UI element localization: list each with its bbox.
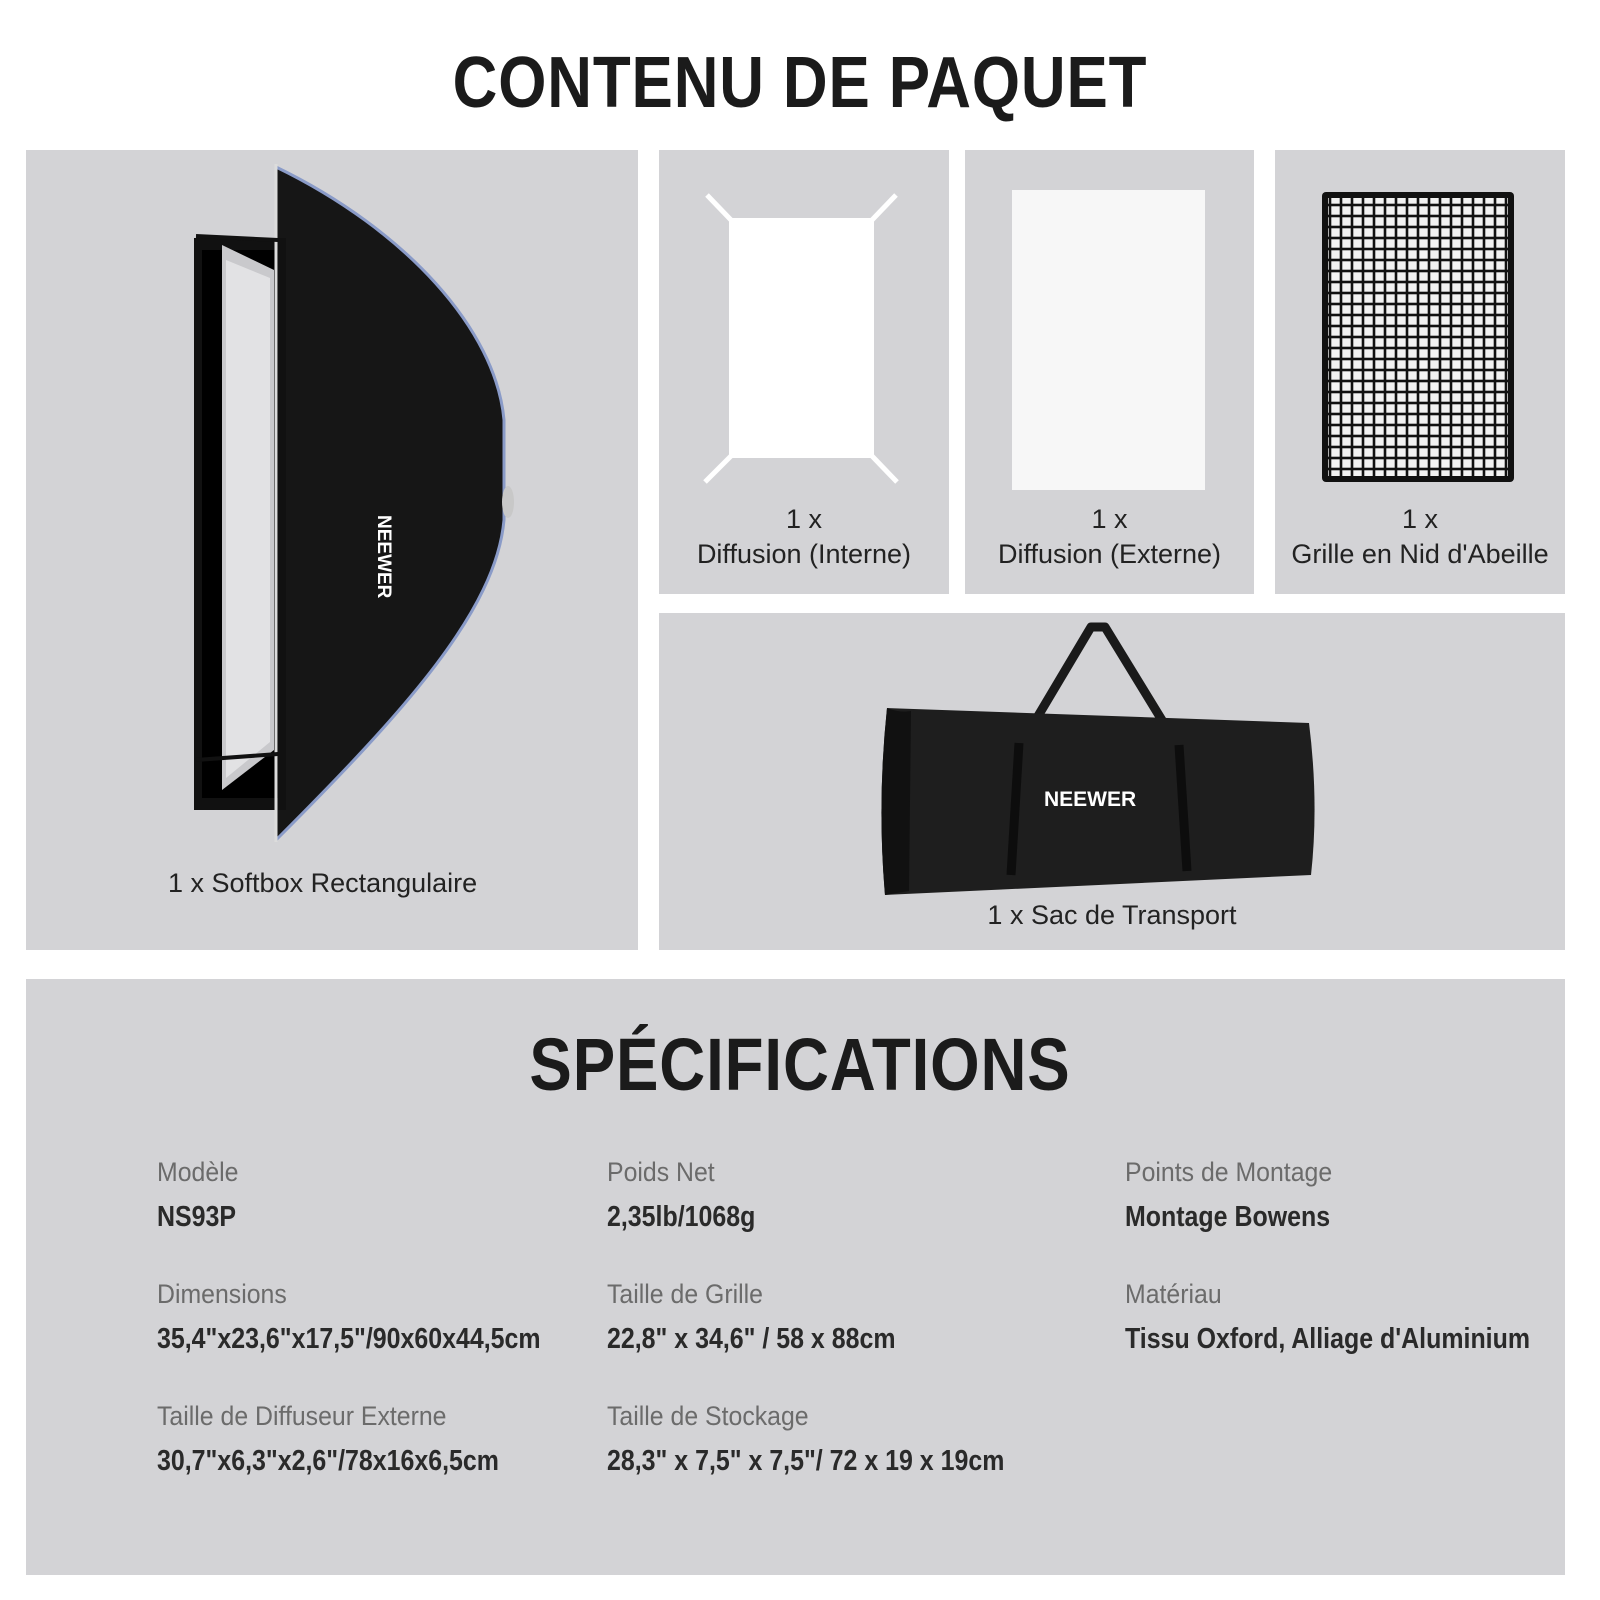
spec-storage-size-label: Taille de Stockage xyxy=(607,1401,809,1431)
outer-diffusion-label: Diffusion (Externe) xyxy=(997,539,1222,569)
grid-label: Grille en Nid d'Abeille xyxy=(1291,539,1549,569)
spec-diffuser-size xyxy=(157,1399,555,1479)
outer-diffusion-qty: 1 x xyxy=(1091,504,1128,534)
diffusion-inner-panel xyxy=(659,150,949,594)
diffusion-outer-panel xyxy=(965,150,1254,594)
spec-mount-value: Montage Bowens xyxy=(1125,1201,1331,1233)
bag-caption: 1 x Sac de Transport xyxy=(987,900,1237,930)
inner-diffusion-qty: 1 x xyxy=(785,504,823,534)
spec-grid-size-value: 22,8" x 34,6" / 58 x 88cm xyxy=(607,1323,896,1355)
spec-model-value: NS93P xyxy=(157,1201,237,1233)
grid-qty: 1 x xyxy=(1401,504,1439,534)
spec-dimensions xyxy=(157,1277,603,1357)
spec-grid-size-label: Taille de Grille xyxy=(607,1279,764,1309)
spec-model xyxy=(157,1155,249,1235)
spec-weight-label: Poids Net xyxy=(607,1157,715,1187)
package-title: CONTENU DE PAQUET xyxy=(452,43,1148,123)
spec-diffuser-size-value: 30,7"x6,3"x2,6"/78x16x6,5cm xyxy=(157,1445,499,1477)
softbox-caption: 1 x Softbox Rectangulaire xyxy=(168,868,478,898)
inner-diffusion-label: Diffusion (Interne) xyxy=(696,539,912,569)
spec-mount xyxy=(1125,1155,1363,1235)
spec-dimensions-label: Dimensions xyxy=(157,1279,287,1309)
spec-storage-size xyxy=(607,1399,1069,1479)
spec-mount-label: Points de Montage xyxy=(1125,1157,1333,1187)
spec-material-label: Matériau xyxy=(1125,1279,1222,1309)
spec-weight-value: 2,35lb/1068g xyxy=(607,1201,756,1233)
softbox-image xyxy=(26,150,638,950)
grid-panel xyxy=(1275,150,1565,594)
bag-panel xyxy=(659,613,1565,950)
spec-material-value: Tissu Oxford, Alliage d'Aluminium xyxy=(1125,1323,1531,1355)
spec-grid-size xyxy=(607,1277,942,1357)
softbox-panel xyxy=(26,150,638,950)
spec-dimensions-value: 35,4"x23,6"x17,5"/90x60x44,5cm xyxy=(157,1323,541,1355)
softbox-brand-logo: NEEWER xyxy=(373,515,394,599)
bag-brand-logo: NEEWER xyxy=(1044,788,1137,811)
spec-material xyxy=(1125,1277,1596,1357)
spec-storage-size-value: 28,3" x 7,5" x 7,5"/ 72 x 19 x 19cm xyxy=(607,1445,1005,1477)
spec-diffuser-size-label: Taille de Diffuseur Externe xyxy=(157,1401,447,1431)
spec-model-label: Modèle xyxy=(157,1157,239,1187)
specs-title: SPÉCIFICATIONS xyxy=(529,1023,1071,1106)
spec-weight xyxy=(607,1155,780,1235)
